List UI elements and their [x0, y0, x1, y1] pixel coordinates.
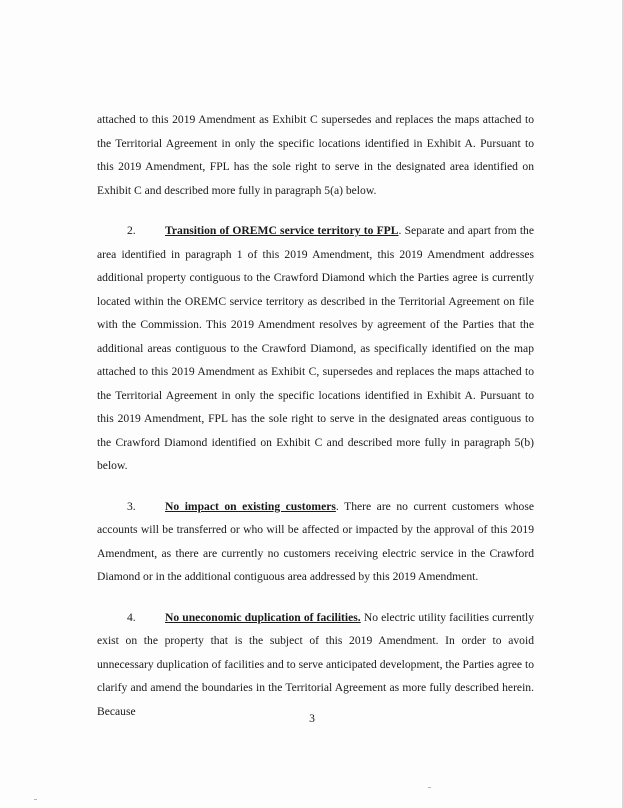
paragraph-heading: Transition of OREMC service territory to FPL: [165, 224, 399, 237]
paragraph-text: . Separate and apart from the area identified in paragraph 1 of this 2019 Amendment, this 2019 Amendment addresses additional property contiguous to the Crawford Diamond which the Parties agree is currently located within the OREMC service territory as described in the Territorial Agreement on file with the Commission. This 2019 Amendment resolves by agreement of the Parties that the additional areas contiguous to the Crawford Diamond, as specifically identified on the map attached to this 2019 Amendment as Exhibit C, supersedes and replaces the maps attached to the Territorial Agreement in only the specific locations identified in Exhibit A. Pursuant to this 2019 Amendment, FPL has the sole right to serve in the designated areas contiguous to the Crawford Diamond identified on Exhibit C and described more fully in paragraph 5(b) below.: [97, 224, 534, 472]
paragraph-text: No electric utility facilities currently exist on the property that is the subject of this 2019 Amendment. In order to avoid unnecessary duplication of facilities and to serve anticipated development, the Parties agree to clarify and amend the boundaries in the Territorial Agreement as more fully described herein. Because: [97, 610, 535, 718]
page-number: 3: [309, 712, 315, 725]
document-body: [97, 108, 534, 740]
paragraph-heading: No uneconomic duplication of facilities.: [165, 610, 361, 624]
paragraph-2: [97, 219, 534, 478]
paragraph-number: 2.: [127, 224, 136, 237]
paragraph-number: 4.: [127, 610, 136, 624]
paragraph-4: [97, 606, 534, 724]
paragraph-text: . There are no current customers whose accounts will be transferred or who will be affected or impacted by the approval of this 2019 Amendment, as there are currently no customers receiving electric service in the Crawford Diamond or in the additional contiguous area addressed by this 2019 Amendment.: [97, 499, 534, 583]
scan-speck: [428, 787, 431, 788]
paragraph-number: 3.: [127, 499, 136, 513]
continuation-paragraph: attached to this 2019 Amendment as Exhibit C supersedes and replaces the maps attached to the Territorial Agreement in only the specific locations identified in Exhibit A. Pursuant to this 2019 Amendment, FPL has the sole right to serve in the designated area identified on Exhibit C and described more fully in paragraph 5(a) below.: [97, 113, 534, 197]
paragraph-heading: No impact on existing customers: [165, 499, 336, 513]
scan-speck: [34, 799, 37, 800]
paragraph-3: [97, 495, 534, 589]
